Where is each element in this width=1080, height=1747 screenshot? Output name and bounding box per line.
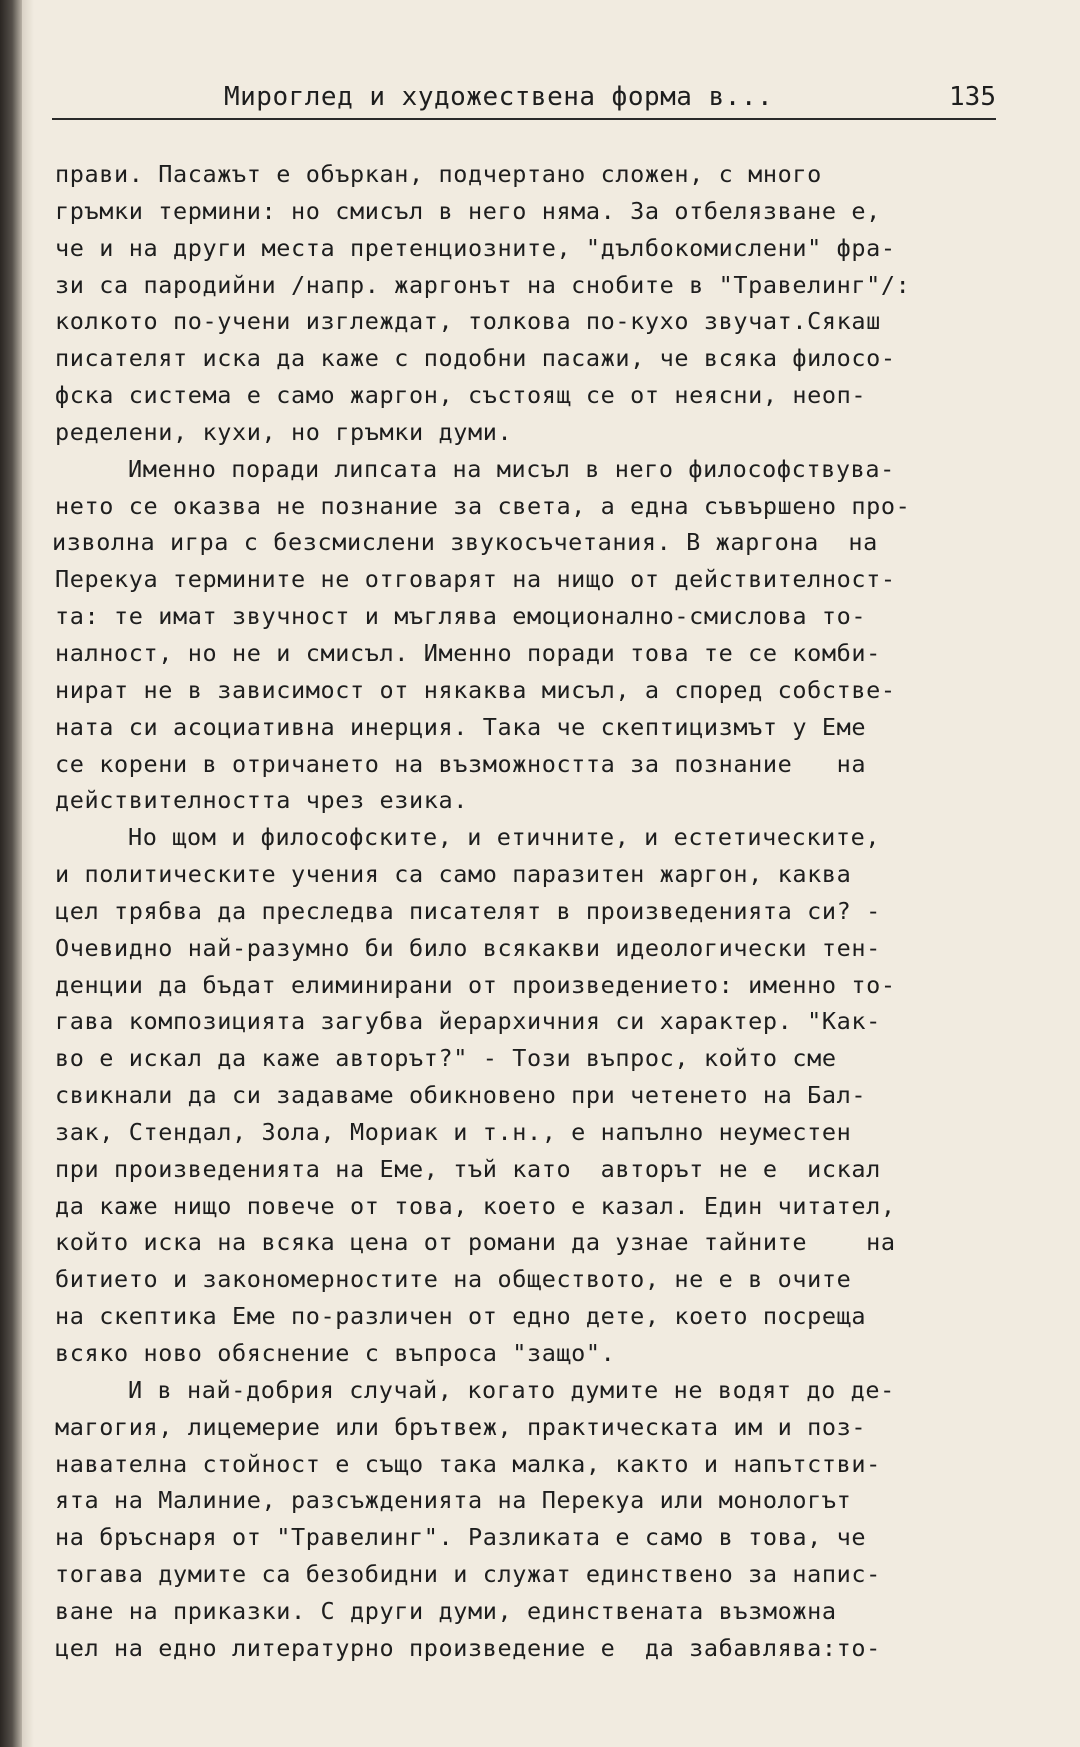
text-line: на бръснаря от "Травелинг". Разликата е само в това, че (55, 1523, 867, 1552)
text-line: цел на едно литературно произведение е да забавлява:то- (55, 1633, 881, 1662)
text-line: Но щом и философските, и етичните, и естетическите, (128, 823, 881, 852)
paragraph (55, 156, 1025, 451)
text-line: писателят иска да каже с подобни пасажи, че всяка филосо- (55, 344, 896, 373)
text-line: действителността чрез езика. (55, 786, 468, 815)
text-line: налност, но не и смисъл. Именно поради това те се комби- (55, 638, 881, 667)
text-line: ределени, кухи, но гръмки думи. (55, 417, 513, 446)
paragraph (55, 1372, 1025, 1667)
text-line: и политическите учения са само паразитен жаргон, каква (55, 860, 852, 889)
text-line: битието и закономерностите на обществото, не е в очите (55, 1265, 852, 1294)
page-edge-shading (22, 0, 34, 1747)
text-line: Именно поради липсата на мисъл в него философствува- (128, 454, 895, 483)
text-line: тогава думите са безобидни и служат единствено за напис- (55, 1560, 881, 1589)
text-line: Перекуа термините не отговарят на нищо от действителност- (55, 565, 896, 594)
text-line: фска система е само жаргон, състоящ се от неясни, неоп- (55, 381, 867, 410)
text-line: во е искал да каже авторът?" - Този въпрос, който сме (55, 1044, 837, 1073)
text-line: ята на Малиние, разсъжденията на Перекуа или монологът (55, 1486, 852, 1515)
text-line: Очевидно най-разумно би било всякакви идеологически тен- (55, 933, 881, 962)
text-line: че и на други места претенциозните, "дълбокомислени" фра- (55, 233, 896, 262)
text-line: цел трябва да преследва писателят в произведенията си? - (55, 896, 881, 925)
text-line: се корени в отричането на възможността за познание на (55, 749, 867, 778)
text-line: който иска на всяка цена от романи да узнае тайните на (55, 1228, 896, 1257)
text-line: та: те имат звучност и мъглява емоционално-смислова то- (55, 602, 867, 631)
text-line: магогия, лицемерие или брътвеж, практическата им и поз- (55, 1412, 867, 1441)
text-line: всяко ново обяснение с въпроса "защо". (55, 1339, 616, 1367)
text-line: навателна стойност е също така малка, както и напътстви- (55, 1449, 881, 1478)
text-line: свикнали да си задаваме обикновено при четенето на Бал- (55, 1081, 867, 1110)
running-header (52, 78, 996, 120)
text-line: гръмки термини: но смисъл в него няма. За отбелязване е, (55, 196, 881, 225)
book-binding-shadow (0, 0, 22, 1747)
paragraph (52, 451, 1025, 819)
text-line: ване на приказки. С други думи, единствената възможна (55, 1596, 837, 1625)
page-number: 135 (949, 82, 996, 112)
text-line: ната си асоциативна инерция. Така че скептицизмът у Еме (55, 712, 867, 741)
text-line: на скептика Еме по-различен от едно дете, което посреща (55, 1302, 867, 1331)
text-line: колкото по-учени изглеждат, толкова по-кухо звучат.Сякаш (55, 307, 881, 336)
text-line: при произведенията на Еме, тъй като авторът не е искал (55, 1154, 881, 1183)
paragraph (55, 819, 1025, 1372)
text-line: зак, Стендал, Зола, Мориак и т.н., е напълно неуместен (55, 1117, 852, 1146)
text-line: И в най-добрия случай, когато думите не водят до де- (128, 1375, 895, 1404)
text-line: нират не в зависимост от някаква мисъл, а според собстве- (55, 675, 896, 704)
text-line: зи са пародийни /напр. жаргонът на снобите в "Травелинг"/: (55, 270, 911, 299)
text-line: денции да бъдат елиминирани от произведението: именно то- (55, 970, 896, 999)
text-line: гава композицията загубва йерархичния си характер. "Как- (55, 1007, 881, 1036)
running-title: Мироглед и художествена форма в... (224, 82, 774, 112)
text-line: нето се оказва не познание за света, а една съвършено про- (55, 491, 911, 520)
text-line: изволна игра с безсмислени звукосъчетания. В жаргона на (52, 528, 878, 557)
text-line: да каже нищо повече от това, което е казал. Един читател, (55, 1191, 896, 1220)
body-text (52, 156, 1025, 1667)
text-line: прави. Пасажът е объркан, подчертано сложен, с много (55, 160, 822, 188)
